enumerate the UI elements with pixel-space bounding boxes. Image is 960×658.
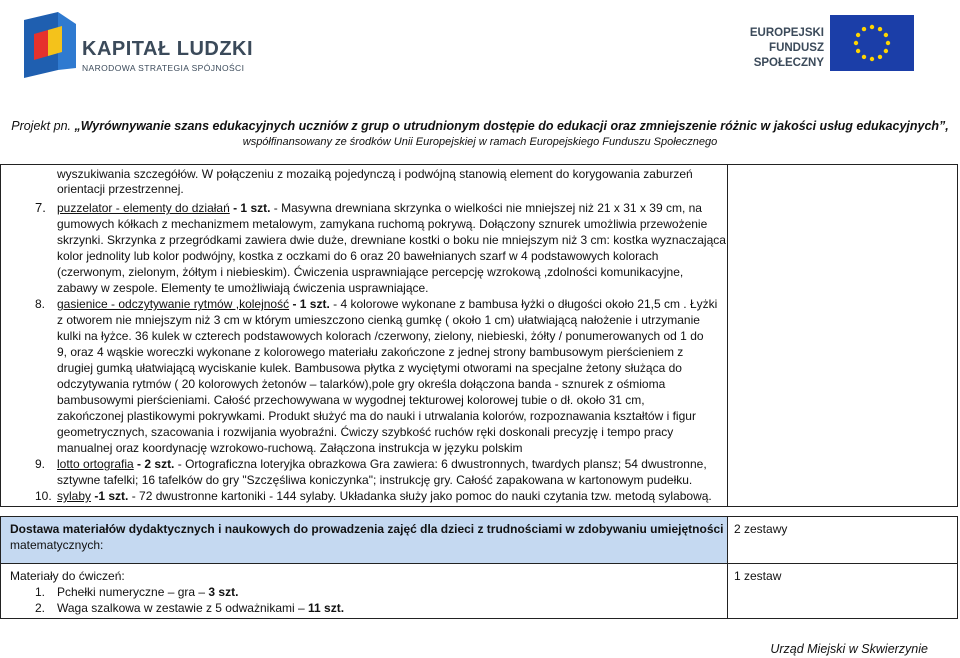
list-item-7 — [57, 201, 702, 217]
items-row — [0, 164, 958, 507]
materials-heading: Materiały do ćwiczeń: — [10, 569, 125, 583]
materials-quantity-cell — [728, 564, 957, 618]
eu-flag-icon — [830, 15, 914, 71]
items-description-cell — [1, 165, 728, 506]
text-line: manualnej oraz koordynację wzrokowo-ruchową. Załączona instrukcja w języku polskim — [57, 441, 523, 455]
section-title-cell — [1, 517, 728, 563]
item-number: 8. — [35, 297, 46, 311]
materials-item-name: Pchełki numeryczne – gra – — [57, 585, 206, 599]
item-name: lotto ortografia — [57, 457, 134, 471]
item-quantity: - 2 szt. — [133, 457, 175, 471]
text-line: sztywne tafelki; 16 tafelków do gry "Szczęśliwa koniczynka"; instrukcję gry. Całość zapakowana w kartonowym pudełku. — [57, 473, 693, 487]
item-quantity: - 1 szt. — [229, 201, 271, 215]
project-title: „Wyrównywanie szans edukacyjnych uczniów z grup o utrudnionym dostępie do edukacji oraz zmniejszenie różnic w jakości usług edukacyjnych”, — [74, 119, 949, 133]
text-line: (czerwonym, zielonym, żółtym i niebieskim). Ćwiczenia usprawniające percepcję wzrokową ,zdolności komunikacyjne, — [57, 265, 684, 279]
section-title: Dostawa materiałów dydaktycznych i naukowych do prowadzenia zajęć dla dzieci z trudnościami w zdobywaniu umiejętności — [10, 522, 724, 536]
item-number: 1. — [35, 585, 46, 599]
section-quantity-cell — [728, 517, 957, 563]
text-line: 9, oraz 4 wąskie woreczki wykonane z kolorowego materiału zakończone z jednej strony bambusowym pierścieniem z — [57, 345, 684, 359]
text-line: kulki na łyżce. 36 kulek w czterech podstawowych kolorach /czerwony, zielony, niebieski, żółty / ponumerowanych od 1 do — [57, 329, 704, 343]
text-line: zakończonej plastikowymi pokrywkami. Produkt służyć ma do nauki i utrwalania kolorów, rozpoznawania kształtów i figur — [57, 409, 696, 423]
item-number: 10. — [35, 489, 52, 503]
kapital-ludzki-logo — [18, 12, 258, 82]
project-title-line — [0, 119, 960, 133]
text-line: skrzynki. Skrzynka z przegródkami zawiera dwie duże, drewniane kostki o boku nie mniejszym niż 3 cm: kostka wyznaczająca — [57, 233, 726, 247]
text-line: gumowych kółkach z mechanizmem metalowym, zamykana ruchomą pokrywą. Dołączony sznurek umożliwia przewożenie — [57, 217, 708, 231]
page-header — [0, 0, 960, 150]
item-description: - Masywna drewniana skrzynka o wielkości nie mniejszej niż 21 x 31 x 39 cm, na — [270, 201, 702, 215]
section-title: matematycznych: — [10, 538, 104, 552]
text-line: bambusowymi pierścieniami. Całość przechowywana w wygodnej tekturowej kolorowej tubie o dł. około 31 cm, — [57, 393, 645, 407]
materials-item-name: Waga szalkowa w zestawie z 5 odważnikami – — [57, 601, 305, 615]
text-line: drugiej gumką ułatwiającą wyciskanie kulek. Bambusowa płytka z wyciętymi otworami na specjalne żetony służąca do — [57, 361, 682, 375]
materials-row — [0, 563, 958, 619]
materials-item-1 — [57, 585, 238, 601]
materials-item-quantity: 3 szt. — [205, 585, 239, 599]
kapital-ludzki-mark-icon — [18, 12, 80, 82]
item-description: - Ortograficzna loteryjka obrazkowa Gra zawiera: 6 dwustronnych, twardych plansz; 54 dwustronne, — [174, 457, 707, 471]
item-number: 9. — [35, 457, 46, 471]
list-item-10 — [57, 489, 712, 505]
text-line: orientacji przestrzennej. — [57, 182, 184, 196]
section-row — [0, 516, 958, 564]
text-line: kolor jednolity lub kolor podwójny, kostka z oczkami do 6 oraz 20 bawełnianych szarf w 4 podstawowych kolorach — [57, 249, 659, 263]
project-prefix: Projekt pn. — [11, 119, 71, 133]
kapital-ludzki-title: KAPITAŁ LUDZKI — [82, 38, 254, 60]
efs-line2: FUNDUSZ SPOŁECZNY — [753, 42, 824, 69]
item-description: - 72 dwustronne kartoniki - 144 sylaby. Układanka służy jako pomoc do nauki czytania tzw. metodą sylabową. — [128, 489, 712, 503]
item-quantity: -1 szt. — [91, 489, 129, 503]
kapital-ludzki-subtitle: NARODOWA STRATEGIA SPÓJNOŚCI — [82, 63, 245, 73]
section-quantity: 2 zestawy — [734, 522, 788, 536]
list-item-8 — [57, 297, 717, 313]
item-name: sylaby — [57, 489, 92, 503]
text-line: odczytywania rytmów ( 20 kolorowych żetonów – talarków),pole gry określa dołączona banda - sznurek z ośmioma — [57, 377, 666, 391]
efs-logo-text — [706, 26, 824, 71]
text-line: z otworem nie mniejszym niż 3 cm w którym umieszczono cienką gumkę ( około 1 cm) ułatwiającą nałożenie i utrzymanie — [57, 313, 700, 327]
list-item-9 — [57, 457, 707, 473]
materials-item-quantity: 11 szt. — [304, 601, 345, 615]
item-description: - 4 kolorowe wykonane z bambusa łyżki o długości około 21,5 cm . Łyżki — [329, 297, 718, 311]
materials-cell — [1, 564, 728, 618]
footer-office: Urząd Miejski w Skwierzynie — [770, 642, 928, 656]
item-number: 7. — [35, 200, 46, 215]
item-quantity: - 1 szt. — [289, 297, 330, 311]
efs-line1: EUROPEJSKI — [749, 27, 824, 39]
text-line: wyszukiwania szczegółów. W połączeniu z mozaiką pojedynczą i podwójną stanowią element do korygowania zaburzeń — [57, 167, 693, 181]
item-number: 2. — [35, 601, 46, 615]
text-line: zabawy w zespole. Elementy te umożliwiają ćwiczenia usprawniające. — [57, 281, 429, 295]
items-quantity-cell — [728, 165, 957, 506]
item-name: gasienice - odczytywanie rytmów ,kolejność — [57, 297, 290, 311]
cofinance-line: współfinansowany ze środków Unii Europejskiej w ramach Europejskiego Funduszu Społecznego — [242, 136, 718, 148]
text-line: geometrycznych, szacowania i rozwijania wyobraźni. Ćwiczy szybkość ruchów ręki doskonali precyzję i tempo pracy — [57, 425, 674, 439]
materials-item-2 — [57, 601, 344, 617]
materials-quantity: 1 zestaw — [734, 569, 782, 583]
item-name: puzzelator - elementy do działań — [57, 201, 230, 215]
